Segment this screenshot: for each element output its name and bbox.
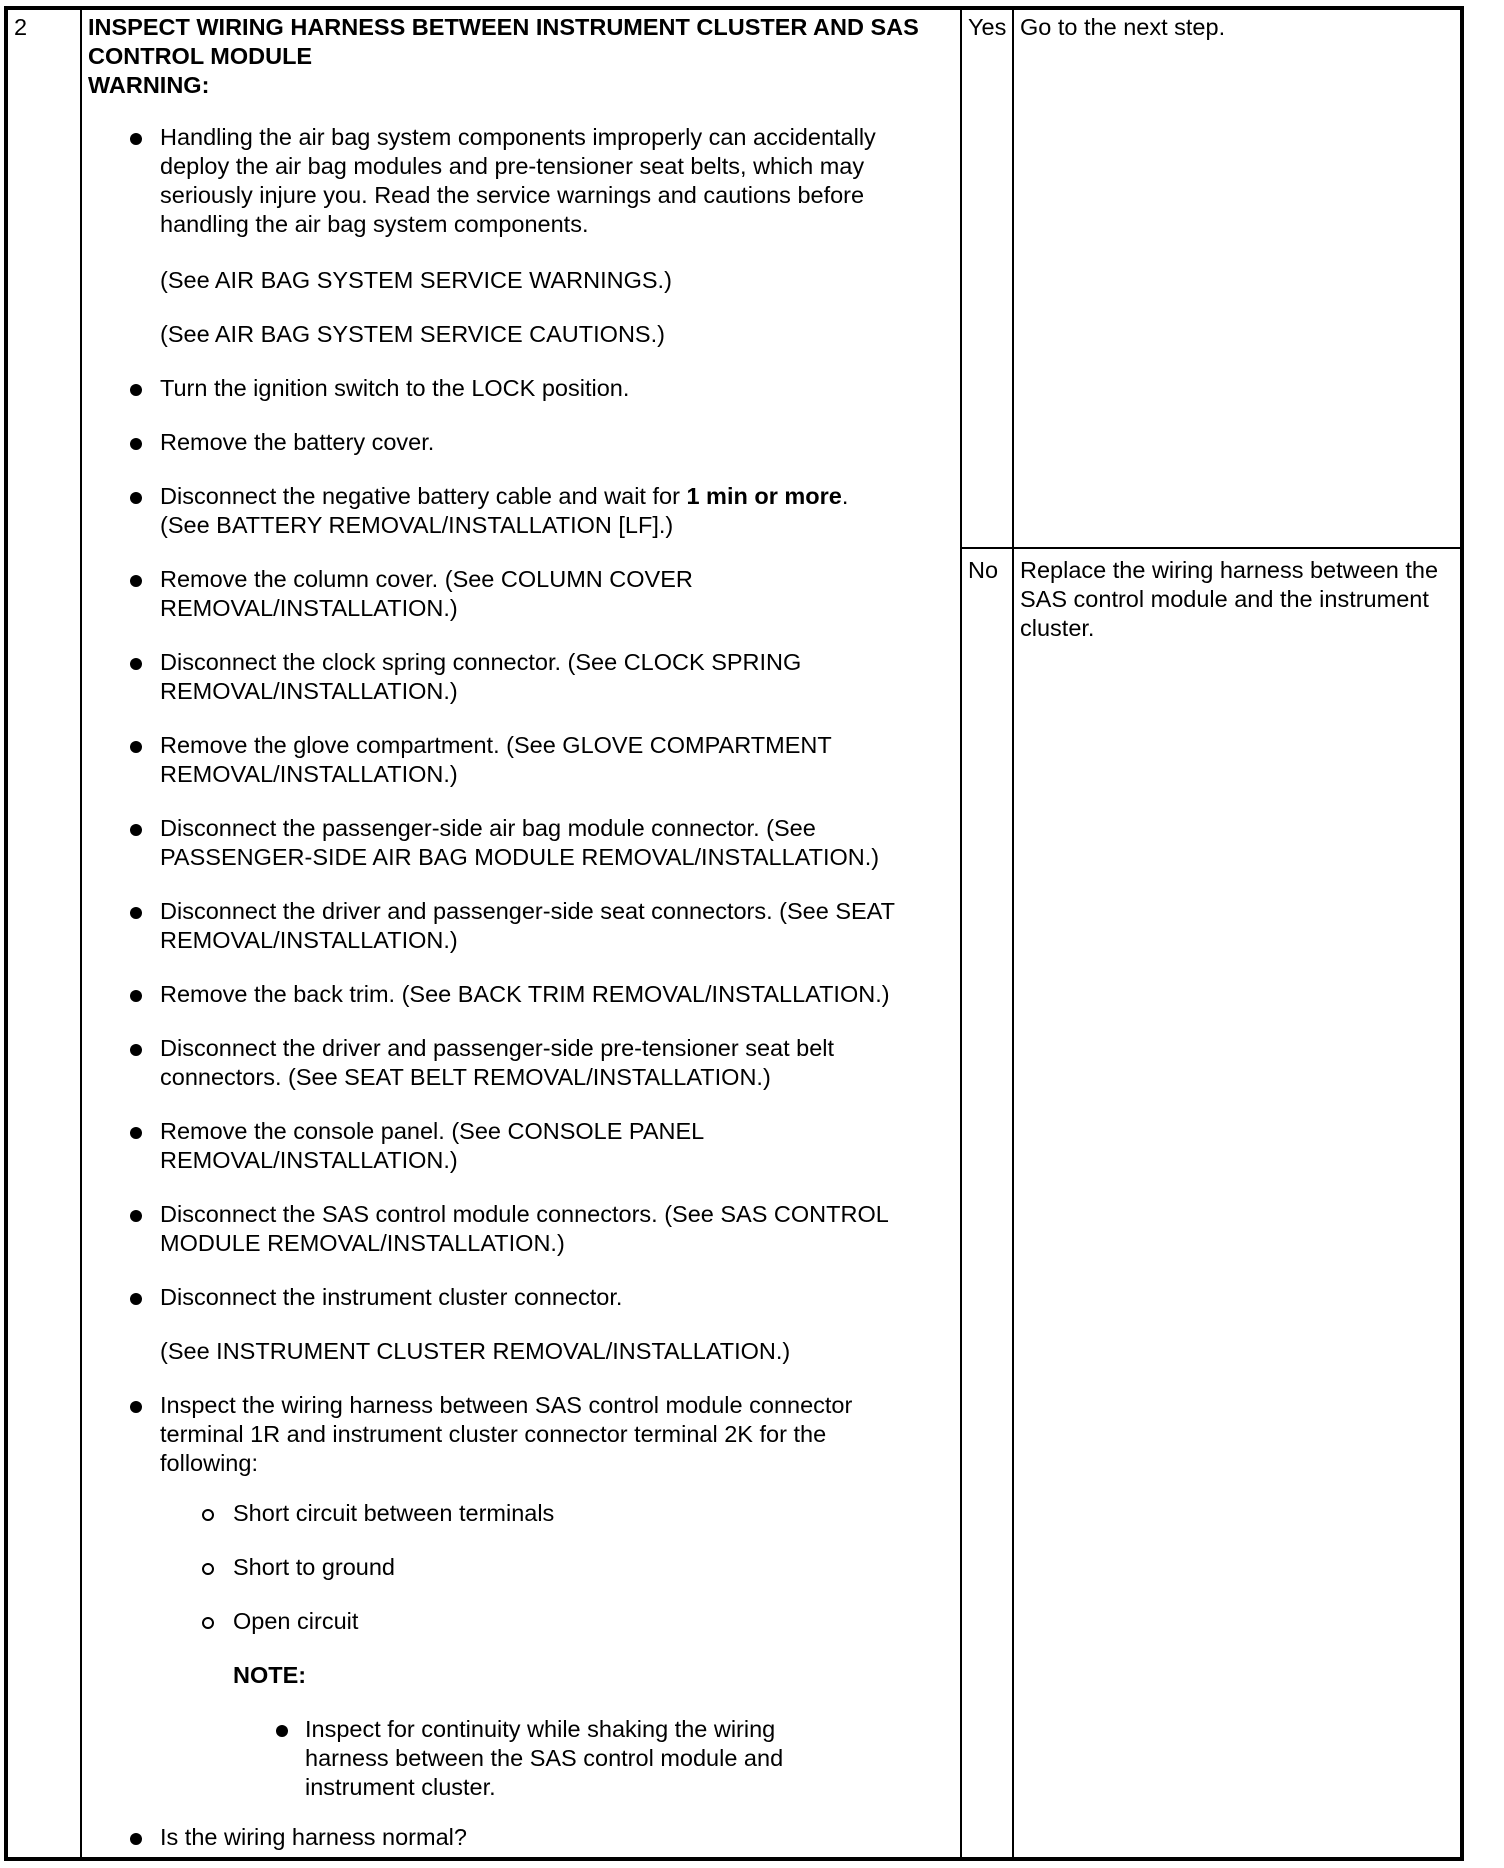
- see-instrument-cluster: (See INSTRUMENT CLUSTER REMOVAL/INSTALLATION.): [160, 1338, 791, 1364]
- check-open-circuit: Open circuit: [233, 1608, 359, 1634]
- step-battery-cover: Remove the battery cover.: [160, 429, 435, 455]
- step-passenger-airbag: Disconnect the passenger-side air bag module connector. (See PASSENGER-SIDE AIR BAG MODULE REMOVAL/INSTALLATION.): [160, 815, 880, 870]
- bullet-icon: [130, 133, 142, 145]
- bullet-icon: [130, 1293, 142, 1305]
- bullet-icon: [130, 1401, 142, 1413]
- step-clock-spring: Disconnect the clock spring connector. (See CLOCK SPRING REMOVAL/INSTALLATION.): [160, 649, 802, 704]
- bullet-icon: [130, 907, 142, 919]
- step-cluster-connector: Disconnect the instrument cluster connector.: [160, 1284, 623, 1310]
- question: Is the wiring harness normal?: [160, 1824, 467, 1850]
- column-divider-result: [1012, 6, 1014, 1861]
- step-back-trim: Remove the back trim. (See BACK TRIM REMOVAL/INSTALLATION.): [160, 981, 890, 1007]
- note-text: Inspect for continuity while shaking the wiring harness between the SAS control module and instrument cluster.: [305, 1716, 784, 1800]
- check-short-between-terminals: Short circuit between terminals: [233, 1500, 555, 1526]
- step-seat-connectors: Disconnect the driver and passenger-side seat connectors. (See SEAT REMOVAL/INSTALLATION.): [160, 898, 895, 953]
- bullet-icon: [130, 1044, 142, 1056]
- bullet-icon: [130, 658, 142, 670]
- step-title-line-1: INSPECT WIRING HARNESS BETWEEN INSTRUMENT CLUSTER AND SAS: [88, 14, 919, 40]
- row-divider-yes-no: [960, 547, 1464, 549]
- bullet-icon: [130, 384, 142, 396]
- bullet-icon: [130, 741, 142, 753]
- step-number: 2: [14, 14, 28, 40]
- step-title-line-2: CONTROL MODULE: [88, 43, 313, 69]
- warning-text: Handling the air bag system components improperly can accidentally deploy the air bag modules and pre-tensioner seat belts, which may seriously injure you. Read the service warnings and cautions before handling the air bag system components.: [160, 124, 876, 237]
- step-column-cover: Remove the column cover. (See COLUMN COVER REMOVAL/INSTALLATION.): [160, 566, 693, 621]
- step-sas-connectors: Disconnect the SAS control module connectors. (See SAS CONTROL MODULE REMOVAL/INSTALLATION.): [160, 1201, 889, 1256]
- bullet-icon: [130, 575, 142, 587]
- bullet-icon: [276, 1725, 288, 1737]
- no-action: Replace the wiring harness between the SAS control module and the instrument cluster.: [1020, 557, 1439, 641]
- bullet-icon: [130, 438, 142, 450]
- wait-time: 1 min or more: [686, 483, 842, 509]
- step-pretensioner: Disconnect the driver and passenger-side pre-tensioner seat belt connectors. (See SEAT BELT REMOVAL/INSTALLATION.): [160, 1035, 835, 1090]
- check-short-to-ground: Short to ground: [233, 1554, 395, 1580]
- step-inspect-harness: Inspect the wiring harness between SAS control module connector terminal 1R and instrument cluster connector terminal 2K for the following:: [160, 1392, 853, 1476]
- step-console-panel: Remove the console panel. (See CONSOLE PANEL REMOVAL/INSTALLATION.): [160, 1118, 705, 1173]
- see-air-bag-warnings: (See AIR BAG SYSTEM SERVICE WARNINGS.): [160, 267, 672, 293]
- bullet-icon: [130, 824, 142, 836]
- step-ignition-lock: Turn the ignition switch to the LOCK position.: [160, 375, 630, 401]
- bullet-icon: [130, 990, 142, 1002]
- step-glove-compartment: Remove the glove compartment. (See GLOVE COMPARTMENT REMOVAL/INSTALLATION.): [160, 732, 832, 787]
- column-divider-procedure: [960, 6, 962, 1861]
- circle-bullet-icon: [202, 1509, 214, 1521]
- bullet-icon: [130, 1833, 142, 1845]
- yes-action: Go to the next step.: [1020, 14, 1226, 40]
- bullet-icon: [130, 1127, 142, 1139]
- yes-label: Yes: [968, 14, 1007, 40]
- warning-label: WARNING:: [88, 72, 210, 98]
- note-label: NOTE:: [233, 1662, 307, 1688]
- no-label: No: [968, 557, 999, 583]
- column-divider-step: [80, 6, 82, 1861]
- circle-bullet-icon: [202, 1563, 214, 1575]
- see-air-bag-cautions: (See AIR BAG SYSTEM SERVICE CAUTIONS.): [160, 321, 665, 347]
- circle-bullet-icon: [202, 1617, 214, 1629]
- step-negative-cable: Disconnect the negative battery cable and wait for 1 min or more. (See BATTERY REMOVAL/INSTALLATION [LF].): [160, 483, 849, 538]
- bullet-icon: [130, 492, 142, 504]
- bullet-icon: [130, 1210, 142, 1222]
